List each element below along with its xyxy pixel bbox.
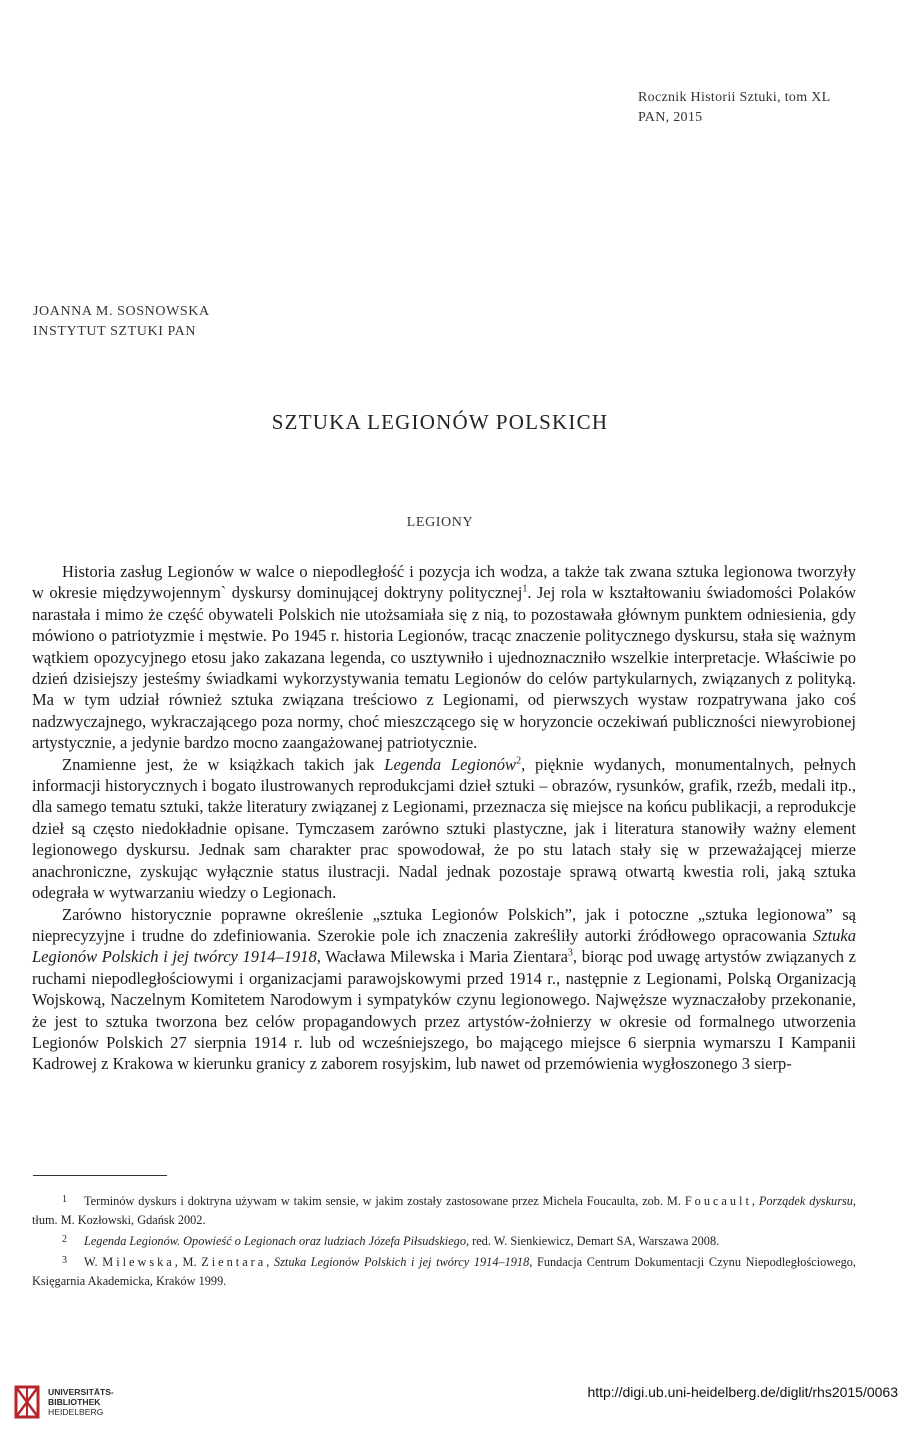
- footnote-title: Legenda Legionów. Opowieść o Legionach oraz ludziach Józefa Piłsudskiego: [84, 1234, 466, 1248]
- library-name-line: UNIVERSITÄTS-: [48, 1387, 114, 1397]
- footnote-2: [32, 1230, 856, 1251]
- footnote-text: ,: [751, 1194, 759, 1208]
- footnotes: [32, 1190, 856, 1291]
- footnote-number: 2: [62, 1234, 67, 1245]
- footnote-number: 3: [62, 1255, 67, 1266]
- paragraph-text: . Jej rola w kształtowaniu świadomości Polaków narastała i mimo że część obywateli Polskich nie utożsamiała się z nią, to pozostawała głównym punktem odniesienia, gdy mówiono o patriotyzmie i męstwie. Po 1945 r. historia Legionów, tracąc znaczenie politycznego dyskursu, stała się ważnym wątkiem opozycyjnego etosu jako zakazana legenda, co usztywniło i ujednoznaczniło wszelkie interpretacje. Właściwie po dzień dzisiejszy jesteśmy świadkami wykorzystywania tematu Legionów do celów partykularnych, związanych z polityką. Ma w tym udział również sztuka związana treściowo z Legionami, od pierwszych wystaw rozpatrywana jako coś nadzwyczajnego, wykraczającego poza normy, choć mieszczącego się w horyzoncie oczekiwań publiczności niewyrobionej artystycznie, a jedynie bardzo mocno zaangażowanej patriotycznie.: [32, 583, 857, 753]
- journal-title: Rocznik Historii Sztuki, tom XL: [638, 90, 831, 105]
- journal-info: [638, 88, 830, 128]
- paragraph-2: [32, 754, 856, 904]
- paragraph-text: , biorąc pod uwagę artystów związanych z ruchami niepodległościowymi i organizacjami parawojskowymi przed 1914 r., następnie z Legionami, Polską Organizacją Wojskową, Naczelnym Komitetem Narodowym i sympatyków czynu legionowego. Najwęższe wyznaczałoby przekonanie, że jest to sztuka tworzona bez celów propagandowych przez artystów-żołnierzy w okresie od formalnego utworzenia Legionów Polskich 27 sierpnia 1914 r. lub od wcześniejszego, bo mającego miejsce 6 sierpnia wymarszu I Kampanii Kadrowej z Krakowa w kierunku granicy z zaborem rosyjskim, lub nawet od przemówienia wygłoszonego 3 sierp-: [32, 947, 856, 1074]
- footnote-text: W.: [84, 1255, 103, 1269]
- footnote-ref-3[interactable]: 3: [567, 947, 573, 959]
- paragraph-text: Historia zasług Legionów w walce o niepodległość i pozycja ich wodza, a także tak zwana sztuka legionowa tworzyły w okresie międzywojennym` dyskursy dominującej doktryny politycznej: [32, 562, 856, 603]
- footnote-title: Sztuka Legionów Polskich i jej twórcy 1914–1918: [274, 1255, 530, 1269]
- footnote-text: , red. W. Sienkiewicz, Demart SA, Warszawa 2008.: [465, 1234, 720, 1248]
- footnote-text: , tłum. M. Kozłowski, Gdańsk 2002.: [32, 1194, 856, 1227]
- source-url[interactable]: http://digi.ub.uni-heidelberg.de/diglit/rhs2015/0063: [587, 1384, 898, 1400]
- author-block: [33, 302, 210, 342]
- footnote-text: Terminów dyskurs i doktryna używam w takim sensie, w jakim zostały zastosowane przez Michela Foucaulta, zob. M.: [84, 1194, 685, 1208]
- footnote-ref-2[interactable]: 2: [516, 755, 522, 767]
- footnote-author: Zientara: [201, 1255, 267, 1269]
- library-name-line: HEIDELBERG: [48, 1407, 104, 1417]
- library-name: [48, 1387, 114, 1417]
- footnote-text: , Fundacja Centrum Dokumentacji Czynu Niepodległościowego, Księgarnia Akademicka, Kraków 1999.: [32, 1255, 856, 1288]
- footnote-text: , M.: [174, 1255, 202, 1269]
- paragraph-text: Znamienne jest, że w książkach takich jak: [62, 754, 385, 774]
- author-name: JOANNA M. SOSNOWSKA: [33, 304, 210, 319]
- paragraph-1: [32, 561, 856, 754]
- footnote-1: [32, 1190, 856, 1230]
- article-title: SZTUKA LEGIONÓW POLSKICH: [271, 410, 609, 434]
- paragraph-text: , pięknie wydanych, monumentalnych, pełnych informacji historycznych i bogato ilustrowanych reprodukcjami dzieł sztuki – obrazów, rysunków, grafik, rzeźb, medali itp., dla samego tematu sztuki, także literatury związanej z Legionami, przeznacza się miejsce na końcu publikacji, a reprodukcje dzieł są często niedokładnie opisane. Tymczasem zarówno sztuki plastyczne, jak i literatura stanowiły ważny element legionowego dyskursu. Jednak sam charakter prac spowodował, że po stu latach stały się w przeważającej mierze anachroniczne, zyskując wyłącznie status ilustracji. Nadal jednak pozostaje sprawą otwartą kwestia roli, jaką sztuka odegrała w wytwarzaniu wiedzy o Legionach.: [32, 754, 857, 903]
- footnote-3: [32, 1251, 856, 1291]
- journal-publisher-year: PAN, 2015: [638, 110, 703, 125]
- library-emblem-icon: [12, 1383, 42, 1421]
- book-title: Sztuka Legionów Polskich i jej twórcy 1914–1918: [32, 925, 856, 967]
- footnote-author: Milewska: [102, 1255, 175, 1269]
- paragraph-text: Zarówno historycznie poprawne określenie „sztuka Legionów Polskich”, jak i potoczne „sztuka legionowa” są nieprecyzyjne i trudne do zdefiniowania. Szerokie pole ich znaczenia zakreśliły autorki źródłowego opracowania: [32, 904, 856, 945]
- section-heading: LEGIONY: [406, 515, 474, 530]
- paragraph-3: [32, 904, 856, 1075]
- author-institution: INSTYTUT SZTUKI PAN: [33, 324, 197, 339]
- library-logo[interactable]: [12, 1383, 114, 1421]
- footnote-number: 1: [62, 1194, 67, 1205]
- paragraph-text: , Wacława Milewska i Maria Zientara: [316, 947, 568, 967]
- footnote-ref-1[interactable]: 1: [522, 583, 528, 595]
- footnote-text: ,: [266, 1255, 274, 1269]
- book-title: Legenda Legionów: [384, 754, 517, 774]
- footnote-divider: [33, 1175, 167, 1176]
- footnote-author: Foucault: [684, 1194, 752, 1208]
- footnote-title: Porządek dyskursu: [758, 1194, 853, 1208]
- article-body: [32, 561, 856, 1075]
- library-name-line: BIBLIOTHEK: [48, 1397, 101, 1407]
